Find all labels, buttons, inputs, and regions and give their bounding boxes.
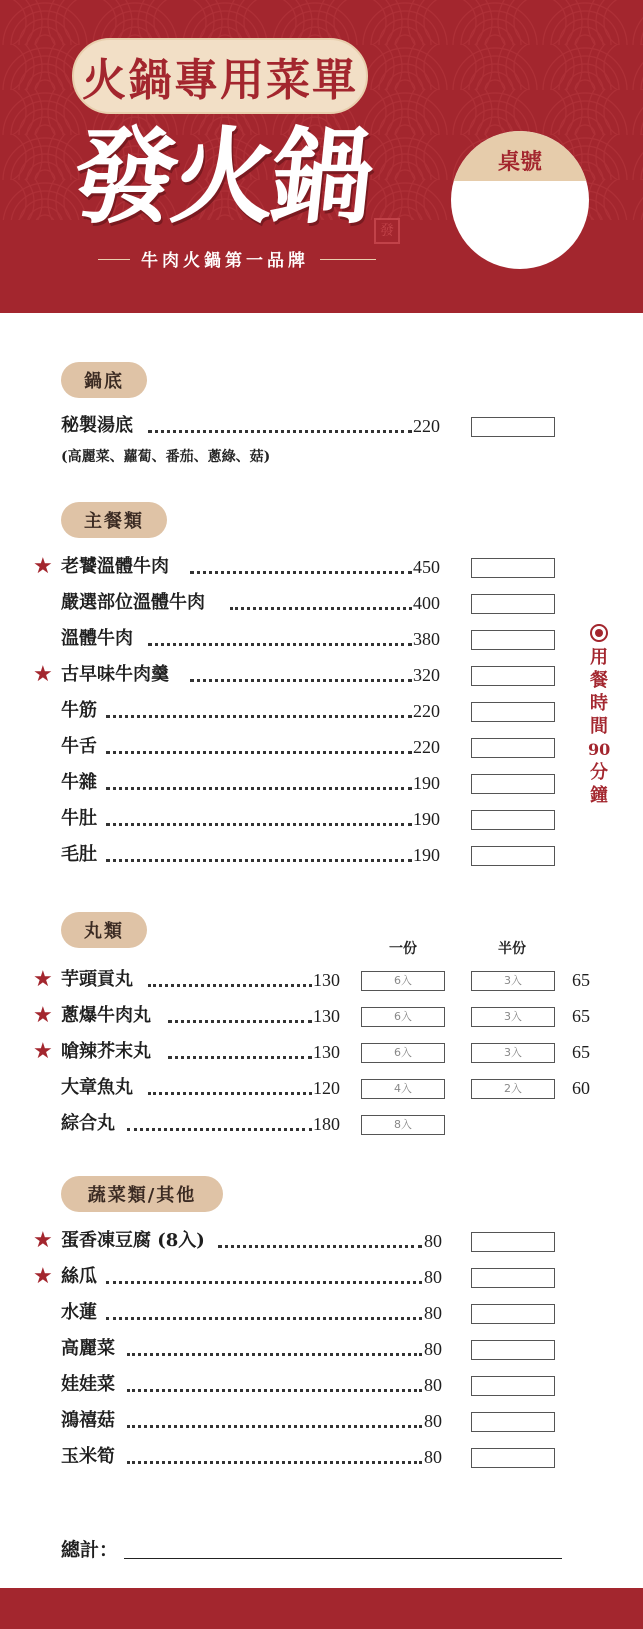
table-number-field[interactable] [451,131,589,269]
item-name: 大章魚丸 [61,1077,133,1098]
side-note-char: 90 [588,740,611,759]
half-price: 65 [572,970,590,990]
quantity-box[interactable] [471,558,555,578]
slogan-divider-left [98,259,130,260]
menu-row [0,411,643,441]
item-name: 蔥爆牛肉丸 [61,1005,151,1026]
half-price: 65 [572,1042,590,1062]
item-price: 80 [424,1267,442,1287]
side-note-char: 間 [590,716,608,737]
dot-leader [106,787,412,790]
star-icon: ★ [33,967,53,992]
menu-row [0,768,643,798]
quantity-box[interactable] [471,846,555,866]
item-price: 80 [424,1411,442,1431]
item-name: 娃娃菜 [61,1374,115,1395]
item-name: 溫體牛肉 [61,628,133,649]
item-name: 毛肚 [61,844,97,865]
menu-row [0,1370,643,1400]
menu-row [0,1442,643,1472]
item-price: 190 [413,809,440,829]
brand-slogan: 牛肉火鍋第一品牌 [141,251,309,271]
dot-leader [127,1389,422,1392]
item-name: 玉米筍 [61,1446,115,1467]
section-pill-balls [61,912,147,948]
dot-leader [190,679,412,682]
item-price: 320 [413,665,440,685]
menu-row [0,624,643,654]
item-name: 絲瓜 [61,1266,97,1287]
menu-row [0,1262,643,1292]
section-pill-main [61,502,167,538]
quantity-box[interactable] [471,1376,555,1396]
dot-leader [106,859,412,862]
item-price: 450 [413,557,440,577]
item-price: 220 [413,737,440,757]
item-price: 220 [413,416,440,436]
side-note-char: 餐 [590,670,608,691]
star-icon: ★ [33,1039,53,1064]
section-title-balls: 丸類 [84,921,124,942]
target-dot-icon [590,624,608,642]
dot-leader [106,751,412,754]
item-price: 380 [413,629,440,649]
menu-row [0,965,643,995]
menu-badge [72,38,368,114]
table-number-label: 桌號 [497,149,542,175]
column-header-half: 半份 [498,941,526,957]
dot-leader [106,1317,422,1320]
dot-leader [127,1128,312,1131]
side-note-char: 時 [590,693,608,714]
side-note-char: 鐘 [590,785,608,806]
item-name: 牛舌 [61,736,97,757]
slogan-divider-right [320,259,376,260]
star-icon: ★ [33,662,53,687]
dot-leader [148,430,412,433]
item-name: 鴻禧菇 [61,1410,115,1431]
half-price: 65 [572,1006,590,1026]
dot-leader [106,715,412,718]
quantity-box[interactable] [471,630,555,650]
menu-row [0,1406,643,1436]
quantity-box[interactable] [471,702,555,722]
quantity-box[interactable] [471,417,555,437]
section-pill-veg [61,1176,223,1212]
badge-title: 火鍋專用菜單 [82,55,358,106]
seal-stamp: 發 [374,218,400,244]
dot-leader [168,1020,312,1023]
item-name: 嗆辣芥末丸 [61,1041,151,1062]
item-name: 水蓮 [61,1302,97,1323]
dining-time-note [588,624,610,807]
dot-leader [127,1425,422,1428]
total-input-line[interactable] [124,1558,562,1559]
menu-row [0,552,643,582]
half-portion-box[interactable]: 3入 [471,1007,555,1027]
item-price: 80 [424,1447,442,1467]
menu-row [0,660,643,690]
quantity-box[interactable] [471,594,555,614]
dot-leader [218,1245,422,1248]
item-price: 220 [413,701,440,721]
item-name: 牛肚 [61,808,97,829]
dot-leader [106,1281,422,1284]
menu-row [0,588,643,618]
column-header-full: 一份 [389,941,417,957]
menu-row [0,1334,643,1364]
item-name: 秘製湯底 [61,415,133,436]
soup-note: (高麗菜、蘿蔔、番茄、蔥綠、菇) [61,449,271,465]
item-name: 綜合丸 [61,1113,115,1134]
item-name: 高麗菜 [61,1338,115,1359]
menu-row [0,1298,643,1328]
section-title-soup: 鍋底 [84,371,124,392]
quantity-box[interactable] [471,1340,555,1360]
full-portion-box[interactable]: 6入 [361,1007,445,1027]
menu-row [0,1109,643,1139]
dot-leader [127,1353,422,1356]
half-portion-box[interactable]: 3入 [471,1043,555,1063]
item-name: 老饕溫體牛肉 [61,556,169,577]
menu-row [0,732,643,762]
menu-row [0,696,643,726]
dot-leader [148,643,412,646]
item-price: 190 [413,845,440,865]
dot-leader [148,984,312,987]
quantity-box[interactable] [471,810,555,830]
menu-row [0,1073,643,1103]
brand-logo: 發火鍋 [67,115,375,238]
quantity-box[interactable] [471,1412,555,1432]
item-name: 蛋香凍豆腐 (8入) [61,1230,205,1251]
quantity-box[interactable] [471,774,555,794]
section-title-main: 主餐類 [84,511,144,532]
half-portion-box[interactable]: 2入 [471,1079,555,1099]
item-price: 130 [313,1006,340,1026]
item-price: 190 [413,773,440,793]
side-note-char: 分 [590,762,608,783]
full-portion-box[interactable]: 6入 [361,1043,445,1063]
half-price: 60 [572,1078,590,1098]
item-name: 牛雜 [61,772,97,793]
half-portion-box[interactable]: 3入 [471,971,555,991]
item-name: 嚴選部位溫體牛肉 [61,592,205,613]
table-number-tab [451,131,589,181]
item-name: 古早味牛肉羹 [61,664,169,685]
dot-leader [106,823,412,826]
menu-row [0,1226,643,1256]
menu-header [0,0,643,313]
dot-leader [230,607,412,610]
item-price: 130 [313,970,340,990]
star-icon: ★ [33,1264,53,1289]
star-icon: ★ [33,554,53,579]
item-price: 120 [313,1078,340,1098]
quantity-box[interactable] [471,1268,555,1288]
quantity-box[interactable] [471,1304,555,1324]
item-price: 80 [424,1231,442,1251]
section-pill-soup [61,362,147,398]
quantity-box[interactable] [471,1232,555,1252]
dot-leader [148,1092,312,1095]
item-name: 芋頭貢丸 [61,969,133,990]
item-price: 130 [313,1042,340,1062]
item-name: 牛筋 [61,700,97,721]
item-price: 80 [424,1339,442,1359]
full-portion-box[interactable]: 4入 [361,1079,445,1099]
item-price: 80 [424,1303,442,1323]
full-portion-box[interactable]: 6入 [361,971,445,991]
footer-bar [0,1588,643,1629]
side-note-char: 用 [590,647,608,668]
quantity-box[interactable] [471,1448,555,1468]
item-price: 180 [313,1114,340,1134]
section-title-veg: 蔬菜類/其他 [87,1185,197,1206]
quantity-box[interactable] [471,738,555,758]
menu-row [0,1001,643,1031]
full-portion-box[interactable]: 8入 [361,1115,445,1135]
quantity-box[interactable] [471,666,555,686]
star-icon: ★ [33,1228,53,1253]
star-icon: ★ [33,1003,53,1028]
dot-leader [190,571,412,574]
dot-leader [127,1461,422,1464]
item-price: 400 [413,593,440,613]
total-label: 總計： [61,1539,119,1561]
item-price: 80 [424,1375,442,1395]
menu-row [0,804,643,834]
menu-row [0,840,643,870]
menu-row [0,1037,643,1067]
dot-leader [168,1056,312,1059]
